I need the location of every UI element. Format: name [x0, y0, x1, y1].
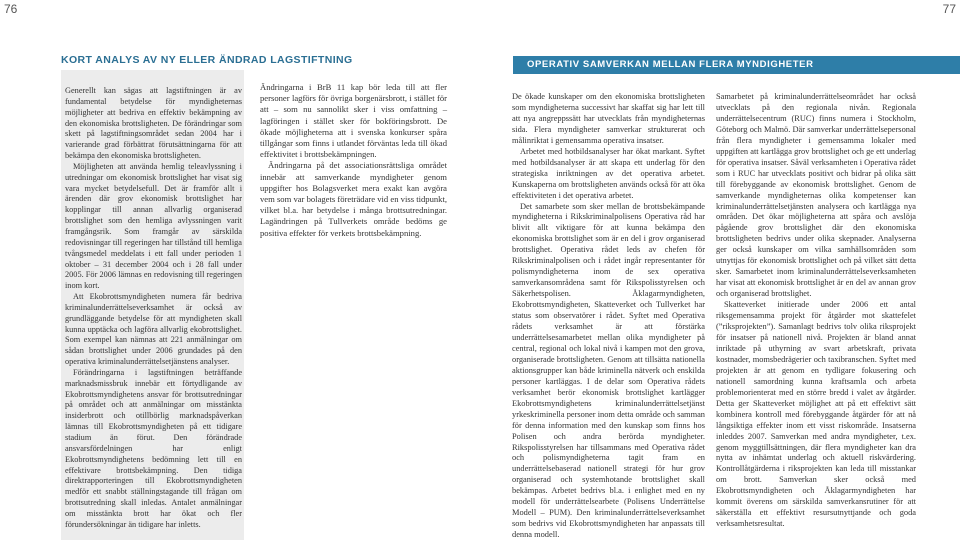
sidebar-paragraph: Möjligheten att använda hemlig teleavlyssning i utredningar om ekonomisk brottslighet har visat sig vara mycket betydelsefull. Det är framför allt i ärenden där grov ekonomisk brottslighet har kopplingar till annan allvarlig organiserad brottslighet som den hemliga avlyssningen varit framgångsrik. Som framgår av särskilda redovisningar till regeringen har tillstånd till hemliga tvångsmedel meddelats i ett fall under perioden 1 oktober – 31 december 2004 och i 28 fall under 2005. För 2006 lämnas en redovisning till regeringen inom kort.: [65, 161, 242, 291]
sidebar-paragraph: Ändringarna i BrB 11 kap bör leda till att fler personer lagförs för övriga borgenärsbrott, i stället för att – som nu sannolikt sker i viss omfattning – lagföringen i stället sker för bokföringsbrott. De ökade möjligheterna att i svenska konkurser spåra tillgångar som finns i utlandet förväntas leda till ökad effektivitet i brottsbekämpningen.: [260, 82, 447, 160]
sidebar-column-1: [65, 86, 242, 531]
body-column-3: [512, 92, 705, 541]
section-title: OPERATIV SAMVERKAN MELLAN FLERA MYNDIGHETER: [527, 59, 814, 70]
body-column-4: [716, 92, 916, 530]
body-paragraph: Samarbetet på kriminalunderrättelseområdet har också utvecklats på den regionala nivån. Regionala underrättelsecentrum (RUC) finns numera i Stockholm, Göteborg och Malmö. Där samverkar underrättelsepersonal från flera myndigheter i gemensamma lokaler med uppgiften att kartlägga grov brottslighet och ge ett underlag för operativa insatser. Såväl verksamheten i Operativa rådet som i RUC har utvecklats positivt och bidrar på olika sätt till förebyggande av ekonomisk brottslighet. Genom de samverkande myndigheternas olika kompetenser kan kriminalunderrättelsetjänsten analysera och kartlägga nya områden. Det ökar möjligheterna att spåra och avslöja pågående grov brottslighet där den ekonomiska brottsligheten bedrivs under olika skepnader. Analyserna ger också kunskaper om vilka samhällsområden som utnyttjas för ekonomisk brottslighet och på vilket sätt detta sker. Samarbetet inom kriminalunderrättelseverksamheten har visat att ekonomisk brottslighet är en del av annan grov och organiserad brottslighet.: [716, 92, 916, 299]
page-number-left: 76: [4, 2, 18, 16]
sidebar-paragraph: Generellt kan sägas att lagstiftningen är av fundamental betydelse för myndigheternas möjligheter att bedriva en effektiv bekämpning av den ekonomiska brottsligheten. De förändringar som skett på lagstiftningsområdet sedan 2004 har i varierande grad förbättrat förutsättningarna för att bekämpa den ekonomiska brottsligheten.: [65, 86, 242, 161]
sidebar-title: KORT ANALYS AV NY ELLER ÄNDRAD LAGSTIFTNING: [61, 54, 353, 66]
body-paragraph: Arbetet med hotbildsanalyser har ökat markant. Syftet med hotbildsanalyser är att skapa ett underlag för den strategiska inriktningen av det operativa arbetet. Kunskaperna om brottsligheten används också för att öka effektiviteten i det operativa arbetet.: [512, 146, 705, 200]
sidebar-paragraph: Att Ekobrottsmyndigheten numera får bedriva kriminalunderrättelseverksamhet är också av grundläggande betydelse för att myndigheten skall kunna upptäcka och lagföra allvarlig ekobrottslighet. Som exempel kan nämnas att 221 anmälningar om sådan brottslighet under 2006 grundades på den operativa kriminalunderrättelsetjänstens analyser.: [65, 292, 242, 367]
sidebar-paragraph: Ändringarna på det associationsrättsliga området innebär att samverkande myndigheter genom uppgifter hos Bolagsverket mera exakt kan avgöra vem som var bolagets företrädare vid en viss tidpunkt, vilket bl.a. har betydelse i många brottsutredningar. Lagändringen på Tullverkets område bedöms ge positiva effekter för verkets brottsbekämpning.: [260, 160, 447, 238]
sidebar-paragraph: Förändringarna i lagstiftningen beträffande marknadsmissbruk innebär ett förtydligande av Ekobrottsmyndighetens ansvar för brottsutredningar på området och att anmälningar om misstänkta insiderbrott och otillbörlig marknadspåverkan lämnas till Ekobrottsmyndigheten på ett tidigare stadium än förut. Den förändrade ansvarsfördelningen har enligt Ekobrottsmyndighetens bedömning lett till en effektivare brottsbekämpning. Den tidiga direktrapporteringen till Ekobrottsmyndigheten medför ett snabbt ställningstagande till frågan om brottsutredning skall inledas. Antalet anmälningar om misstänkta brott har ökat och fler förundersökningar än tidigare har inletts.: [65, 367, 242, 529]
body-paragraph: De ökade kunskaper om den ekonomiska brottsligheten som myndigheterna successivt har skaffat sig har lett till att nya angreppssätt har utvecklats från myndigheternas sida. Flera myndigheter samverkar strukturerat och målinriktat i gemensamma operativa insatser.: [512, 92, 705, 145]
body-paragraph: Skatteverket initierade under 2006 ett antal riksgemensamma projekt för åtgärder mot skattefelet (”riksprojekten”). Samanlagt bedrivs tolv olika riksprojekt för insatser på nationell nivå. Projekten är bland annat inriktade på uthyrning av svart arbetskraft, privata kostnader, momsbedrägerier och taxibranschen. Syftet med projekten är att genom en tydligare fokusering och nationell samordning kunna kraftsamla och arbeta problemorienterat med en större bredd i valet av åtgärder. Detta ger Skatteverket möjlighet att på ett effektivt sätt kombinera kontroll med förebyggande åtgärder för att nå långsiktiga effekter inom ett visst riskområde. Insatserna inleddes 2007. Samverkan med andra myndigheter, t.ex. genom myggtillsättningen, där flera myndigheter kan dra nytta av inhämtat underlag och aktuell riskvärdering. Kontrollåtgärderna i riksprojekten kan leda till misstankar om brott. Samverkan sker också med Ekobrottsmyndigheten och Åklagarmyndigheten har kommit överens om särskilda samverkansrutiner för att säkerställa ett effektivt resursutnyttjande och goda verksamhetsresultat.: [716, 300, 916, 529]
page-number-right: 77: [942, 2, 956, 16]
body-paragraph: Det samarbete som sker mellan de brottsbekämpande myndigheterna i Rikskriminalpolisens Operativa råd har blivit allt viktigare för att kunna bekämpa den ekonomiska brottslighet som är en del i grov organiserad brottslighet. Operativa rådet leds av chefen för Rikskriminalpolisen och i rådet ingår representanter för polismyndigheterna inom de sex operativa samverkansområdena samt för Rikspolisstyrelsen och Säkerhetspolisen. Åklagarmyndigheten, Ekobrottsmyndigheten, Skatteverket och Tullverket har status som observatörer i rådet. Syftet med Operativa rådets verksamhet är att förstärka underrättelsesamarbetet mellan olika myndigheter på central, regional och lokal nivå i kampen mot den grova, organiserade brottsligheten. Genom att tillsätta nationella aktionsgrupper kan både kriminella nätverk och enskilda personer kartläggas. I de delar som Operativa rådets verksamhet berör ekonomisk brottslighet kartlägger Ekobrottsmyndighetens kriminalunderrättelsetjänst yrkeskriminella personer inom detta område och samman för denna information med den kunskap som finns hos Polisen och andra berörda myndigheter. Rikspolisstyrelsen har tillsammans med Operativa rådet och polismyndigheterna tagit fram en underrättelsebaserad nationell strategi för hur grov organiserad och systemhotande brottslighet skall bekämpas. Arbetet bedrivs bl.a. i enlighet med en ny modell för underrättelsearbete (Polisens Underrättelse Modell – PUM). Den kriminalunderrättelseverksamhet som bedrivs vid Ekobrottsmyndigheten har anpassats till denna modell.: [512, 201, 705, 540]
sidebar-column-2: [260, 82, 447, 239]
